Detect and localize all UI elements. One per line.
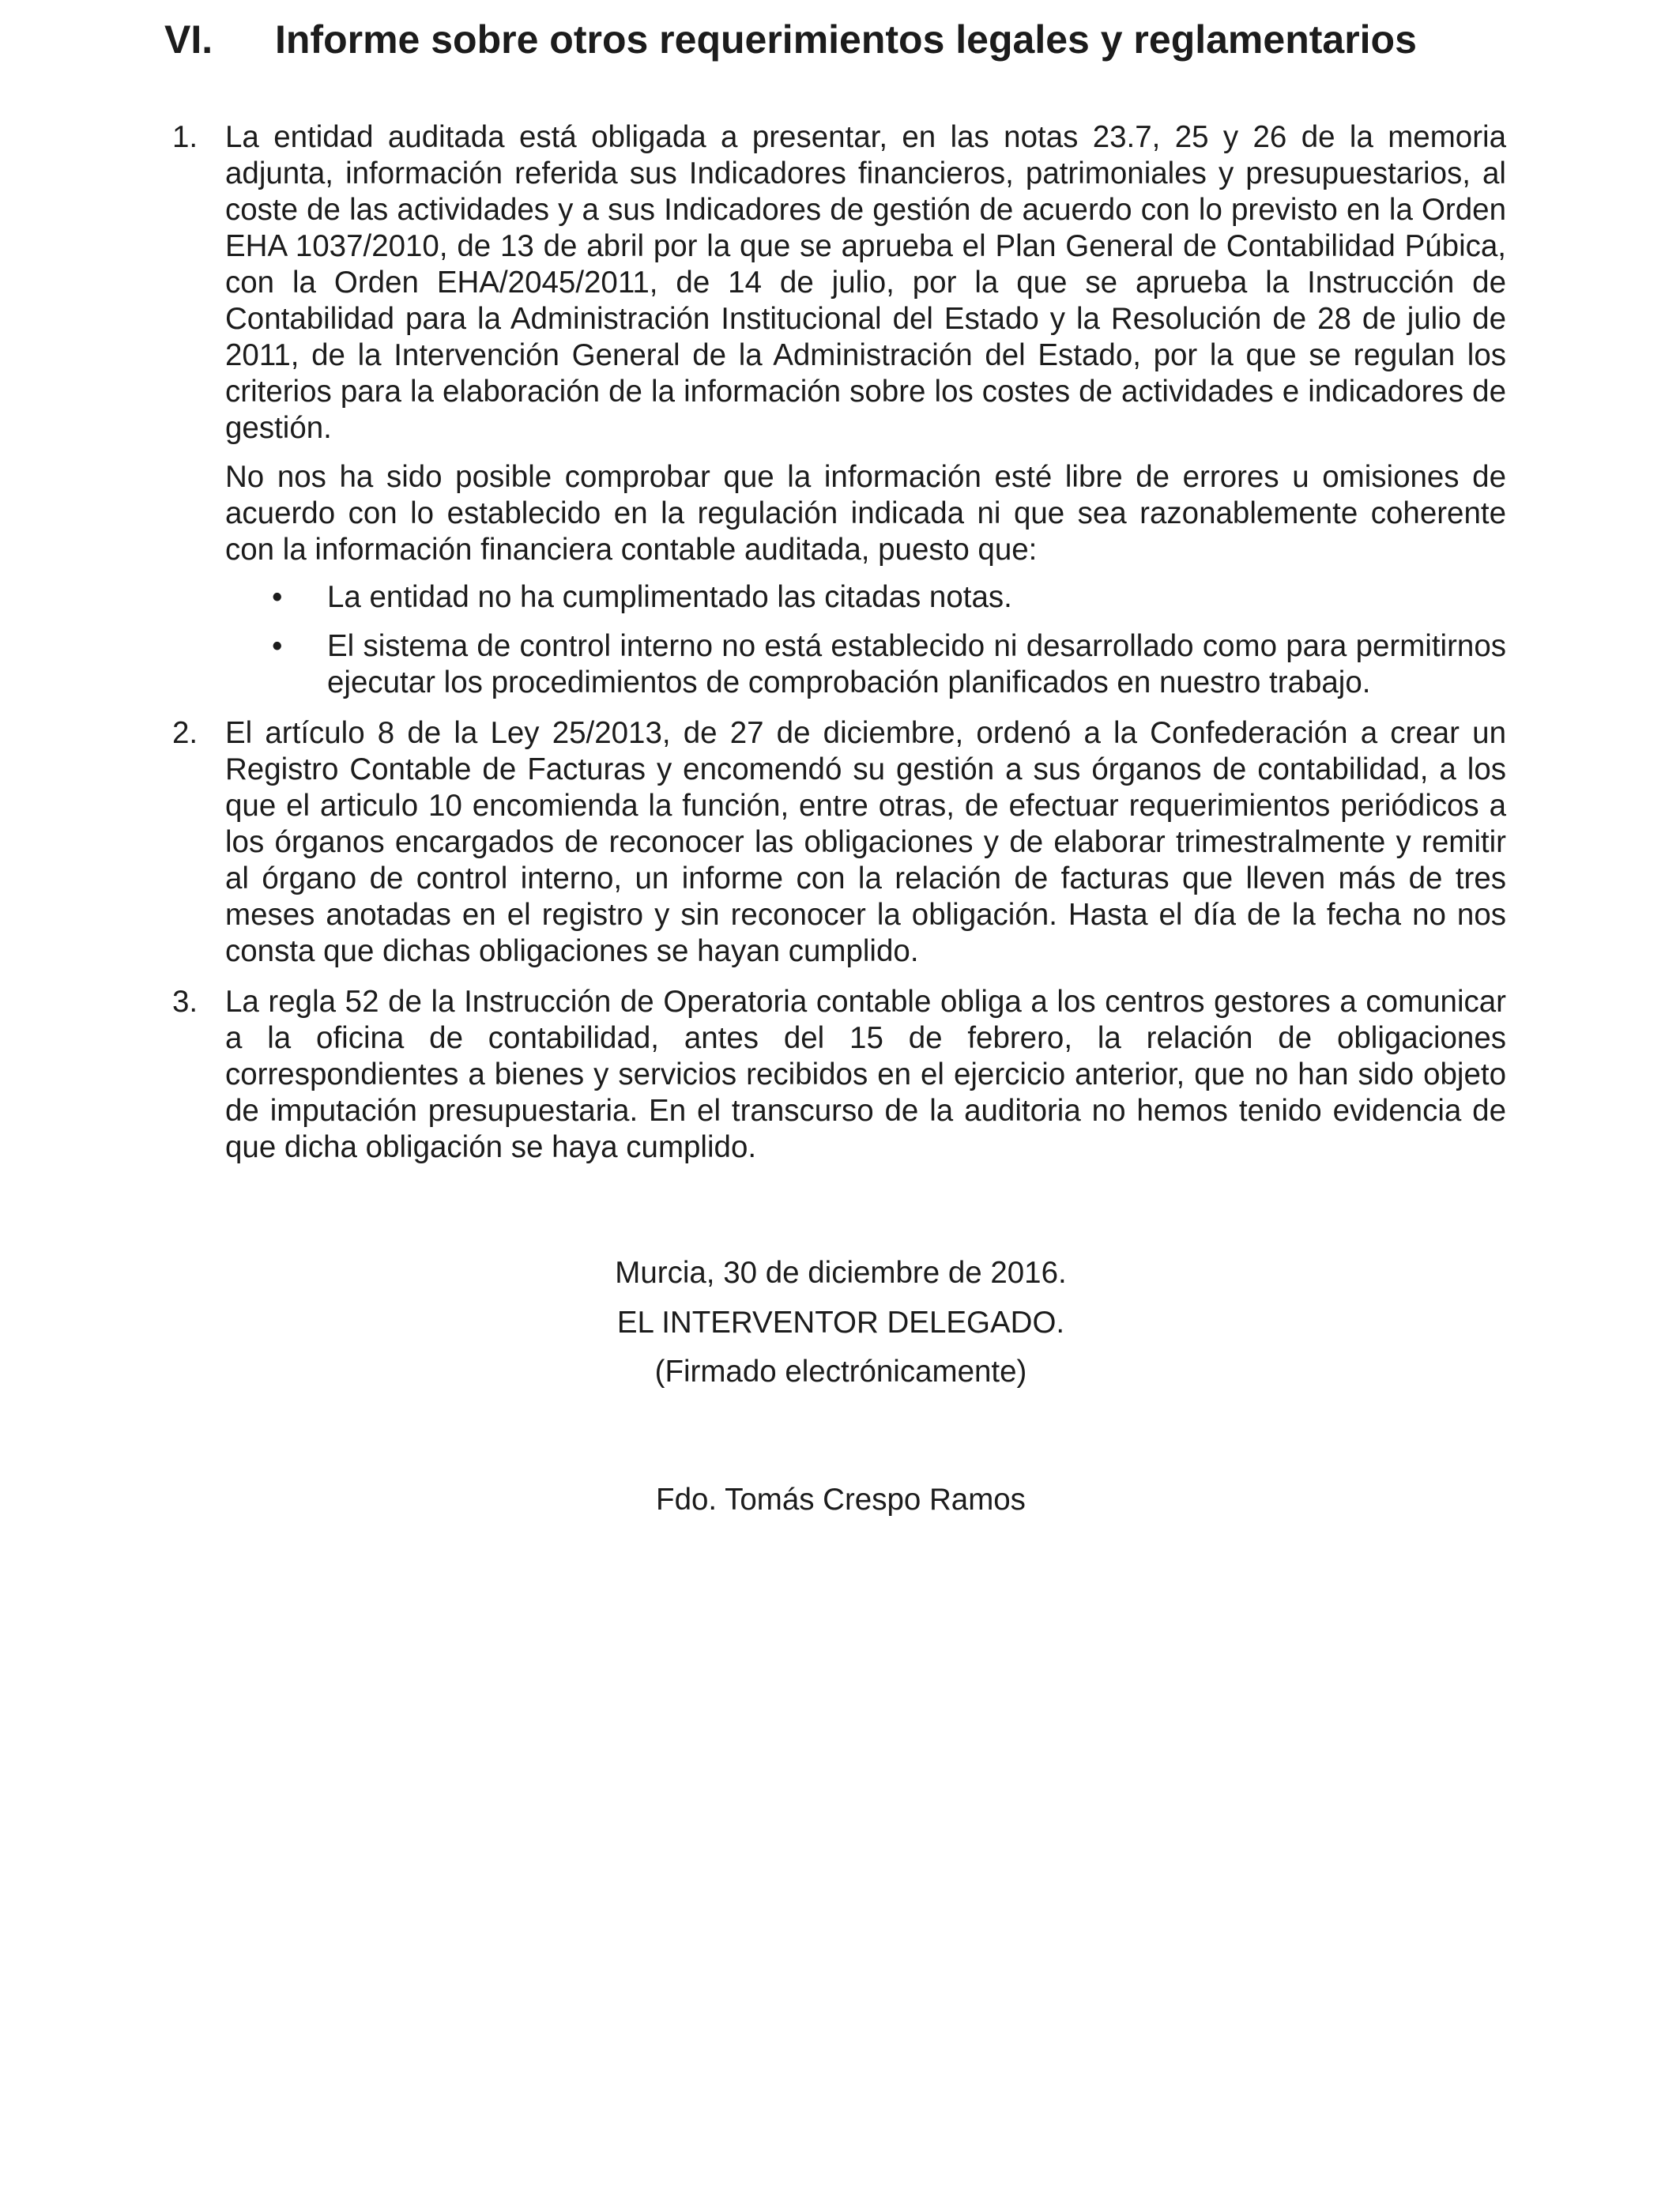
- signature-place-date: Murcia, 30 de diciembre de 2016.: [615, 1256, 1067, 1290]
- bullet-text: El sistema de control interno no está establecido ni desarrollado como para permitirnos ejecutar los procedimientos de comprobación planificados en nuestro trabajo.: [327, 629, 1506, 699]
- item-number: 3.: [172, 985, 198, 1019]
- bullet-icon: •: [272, 580, 283, 614]
- signed-by: Fdo. Tomás Crespo Ramos: [656, 1483, 1026, 1517]
- item-paragraph: La entidad auditada está obligada a presentar, en las notas 23.7, 25 y 26 de la memoria adjunta, información referida sus Indicadores financieros, patrimoniales y presupuestarios, al coste de las actividades y a sus Indicadores de gestión de acuerdo con lo previsto en la Orden EHA 1037/2010, de 13 de abril por la que se aprueba el Plan General de Contabilidad Púbica, con la Orden EHA/2045/2011, de 14 de julio, por la que se aprueba la Instrucción de Contabilidad para la Administración Institucional del Estado y la Resolución de 28 de julio de 2011, de la Intervención General de la Administración del Estado, por la que se regulan los criterios para la elaboración de la información sobre los costes de actividades e indicadores de gestión.: [225, 120, 1506, 445]
- numbered-item-1: [172, 119, 1506, 701]
- item-paragraph: La regla 52 de la Instrucción de Operatoria contable obliga a los centros gestores a comunicar a la oficina de contabilidad, antes del 15 de febrero, la relación de obligaciones correspondientes a bienes y servicios recibidos en el ejercicio anterior, que no han sido objeto de imputación presupuestaria. En el transcurso de la auditoria no hemos tenido evidencia de que dicha obligación se haya cumplido.: [225, 985, 1506, 1164]
- item-number: 2.: [172, 716, 198, 750]
- bullet-list: [225, 579, 1506, 701]
- section-title: Informe sobre otros requerimientos legales y reglamentarios: [275, 17, 1417, 62]
- numbered-item-2: [172, 715, 1506, 970]
- bullet-icon: •: [272, 629, 283, 663]
- bullet-text: La entidad no ha cumplimentado las citadas notas.: [327, 580, 1012, 614]
- item-number: 1.: [172, 120, 198, 154]
- signature-note: (Firmado electrónicamente): [654, 1355, 1027, 1389]
- section-number: VI.: [164, 17, 213, 62]
- signature-role: EL INTERVENTOR DELEGADO.: [616, 1306, 1065, 1340]
- bullet-item: [225, 628, 1506, 701]
- report-body: [172, 119, 1506, 1166]
- followup-paragraph: No nos ha sido posible comprobar que la información esté libre de errores u omisiones de acuerdo con lo establecido en la regulación indicada ni que sea razonablemente coherente con la información financiera contable auditada, puesto que:: [225, 460, 1506, 567]
- section-heading: [164, 14, 1417, 65]
- bullet-item: [225, 579, 1506, 616]
- numbered-item-3: [172, 984, 1506, 1166]
- item-paragraph: El artículo 8 de la Ley 25/2013, de 27 de diciembre, ordenó a la Confederación a crear un Registro Contable de Facturas y encomendó su gestión a sus órganos de contabilidad, a los que el articulo 10 encomienda la función, entre otras, de efectuar requerimientos periódicos a los órganos encargados de reconocer las obligaciones y de elaborar trimestralmente y remitir al órgano de control interno, un informe con la relación de facturas que lleven más de tres meses anotadas en el registro y sin reconocer la obligación. Hasta el día de la fecha no nos consta que dichas obligaciones se hayan cumplido.: [225, 716, 1506, 968]
